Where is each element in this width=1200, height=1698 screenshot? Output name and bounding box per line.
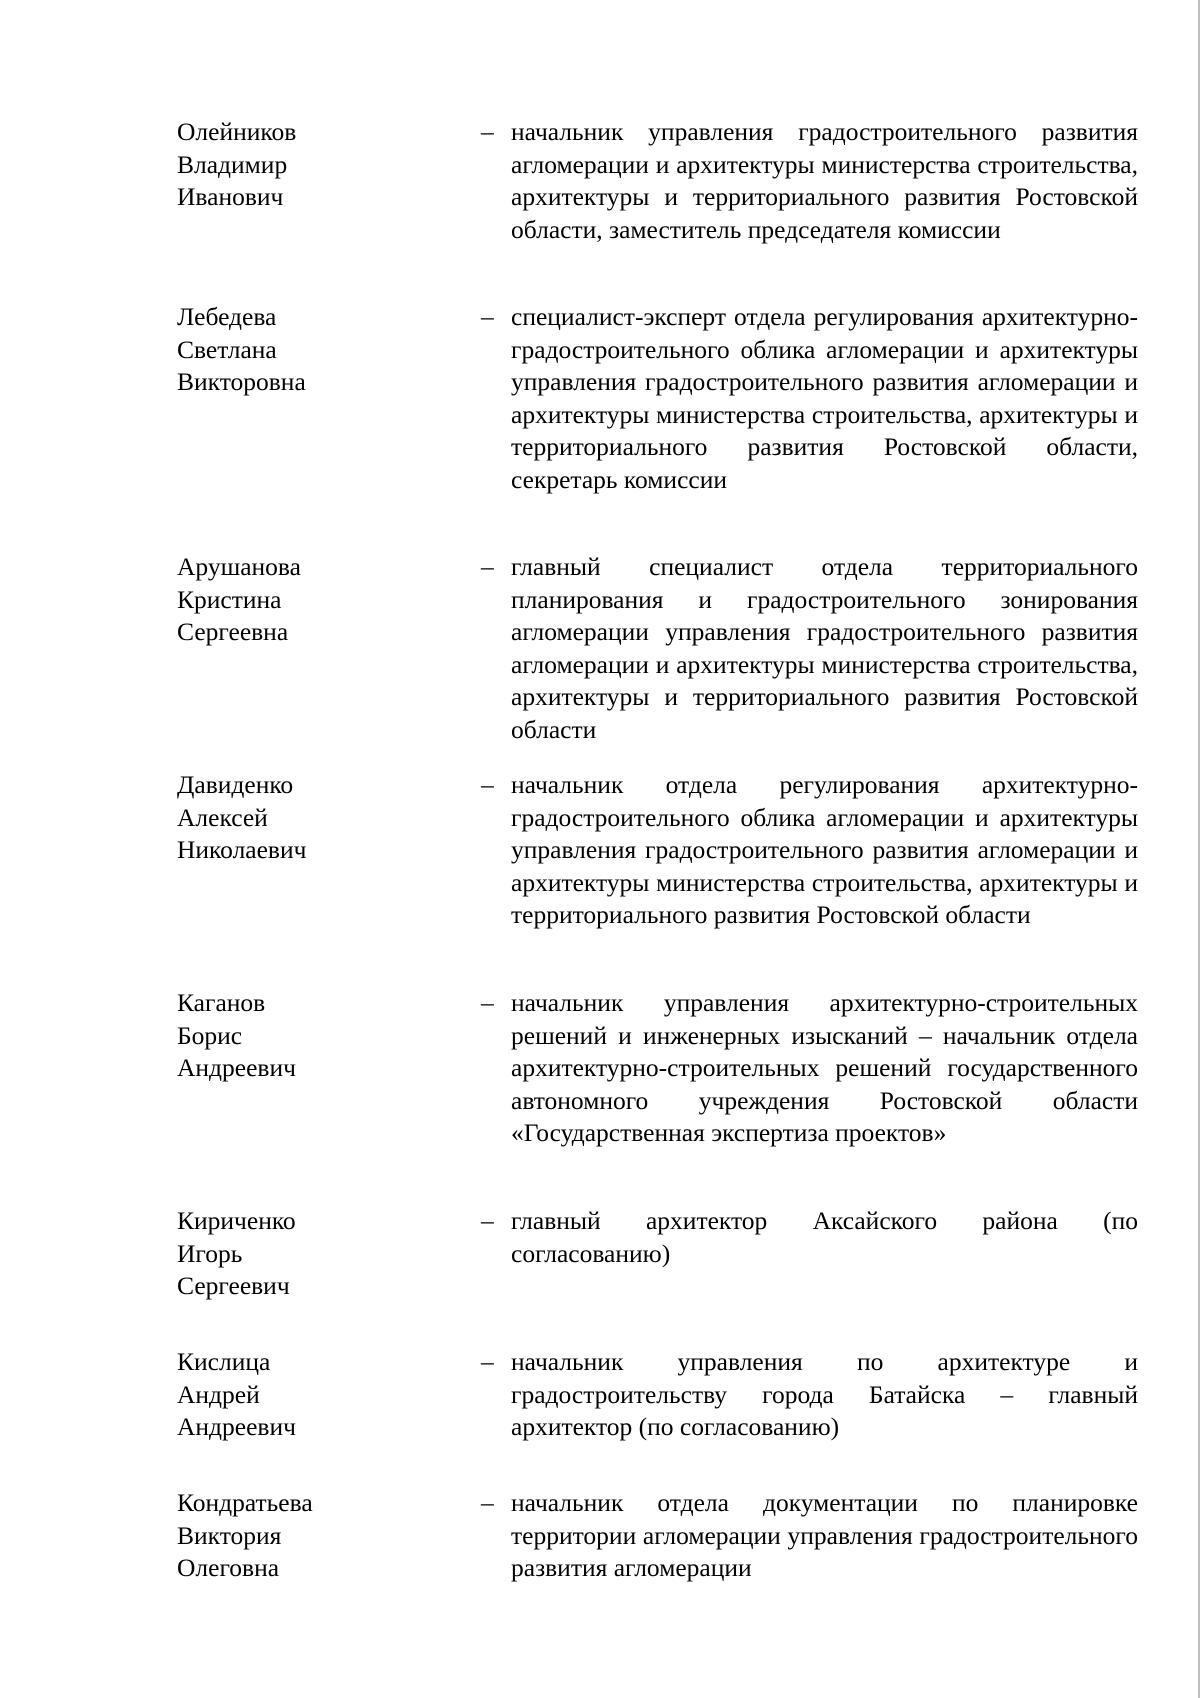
member-description: начальник управления градостроительного развития агломерации и архитектуры министерства строительства, архитектуры и территориального развития Ростовской области, заместитель председателя комиссии bbox=[511, 117, 1138, 244]
member-first-name: Алексей bbox=[177, 802, 268, 832]
member-surname: Лебедева bbox=[177, 302, 277, 331]
separator-dash: – bbox=[481, 1347, 494, 1376]
member-description: главный архитектор Аксайского района (по согласованию) bbox=[511, 1206, 1138, 1268]
separator-dash: – bbox=[481, 302, 494, 331]
member-name bbox=[177, 1205, 447, 1303]
separator-dash: – bbox=[481, 552, 494, 581]
member-description: начальник управления архитектурно-строительных решений и инженерных изысканий – начальник отдела архитектурно-строительных решений государственного автономного учреждения Ростовской области «Государственная экспертиза проектов» bbox=[511, 988, 1138, 1148]
member-surname: Каганов bbox=[177, 988, 266, 1017]
member-first-name: Кристина bbox=[177, 584, 282, 614]
member-description: начальник отдела документации по планировке территории агломерации управления градостроительного развития агломерации bbox=[511, 1488, 1138, 1583]
member-patronymic: Андреевич bbox=[177, 1412, 296, 1442]
member-first-name: Владимир bbox=[177, 149, 288, 179]
member-patronymic: Викторовна bbox=[177, 367, 306, 397]
member-patronymic: Иванович bbox=[177, 182, 284, 212]
separator-dash: – bbox=[481, 988, 494, 1017]
member-name bbox=[177, 551, 447, 649]
member-name bbox=[177, 987, 447, 1085]
separator-dash: – bbox=[481, 1206, 494, 1235]
member-surname: Кислица bbox=[177, 1347, 271, 1376]
member-surname: Кириченко bbox=[177, 1206, 296, 1235]
member-first-name: Борис bbox=[177, 1020, 243, 1050]
member-name bbox=[177, 1346, 447, 1444]
separator-dash: – bbox=[481, 770, 494, 799]
member-first-name: Светлана bbox=[177, 334, 277, 364]
member-name bbox=[177, 1487, 447, 1585]
member-patronymic: Николаевич bbox=[177, 835, 307, 865]
member-first-name: Андрей bbox=[177, 1379, 260, 1409]
member-patronymic: Андреевич bbox=[177, 1053, 296, 1083]
member-description: начальник отдела регулирования архитектурно-градостроительного облика агломерации и архитектуры управления градостроительного развития агломерации и архитектуры министерства строительства, архитектуры и территориального развития Ростовской области bbox=[511, 770, 1138, 930]
member-name bbox=[177, 769, 447, 867]
separator-dash: – bbox=[481, 1488, 494, 1517]
member-first-name: Виктория bbox=[177, 1520, 282, 1550]
member-description: начальник управления по архитектуре и градостроительству города Батайска – главный архитектор (по согласованию) bbox=[511, 1347, 1138, 1442]
member-surname: Арушанова bbox=[177, 552, 301, 581]
member-surname: Давиденко bbox=[177, 770, 294, 799]
member-patronymic: Сергеевич bbox=[177, 1271, 290, 1301]
member-patronymic: Олеговна bbox=[177, 1553, 280, 1583]
member-surname: Кондратьева bbox=[177, 1488, 313, 1517]
member-surname: Олейников bbox=[177, 117, 297, 146]
member-patronymic: Сергеевна bbox=[177, 617, 289, 647]
separator-dash: – bbox=[481, 117, 494, 146]
member-description: главный специалист отдела территориального планирования и градостроительного зонирования агломерации управления градостроительного развития агломерации и архитектуры министерства строительства, архитектуры и территориального развития Ростовской области bbox=[511, 552, 1138, 744]
member-name bbox=[177, 116, 447, 214]
member-description: специалист-эксперт отдела регулирования архитектурно-градостроительного облика агломерации и архитектуры управления градостроительного развития агломерации и архитектуры министерства строительства, архитектуры и территориального развития Ростовской области, секретарь комиссии bbox=[511, 302, 1138, 494]
member-first-name: Игорь bbox=[177, 1238, 243, 1268]
member-name bbox=[177, 301, 447, 399]
